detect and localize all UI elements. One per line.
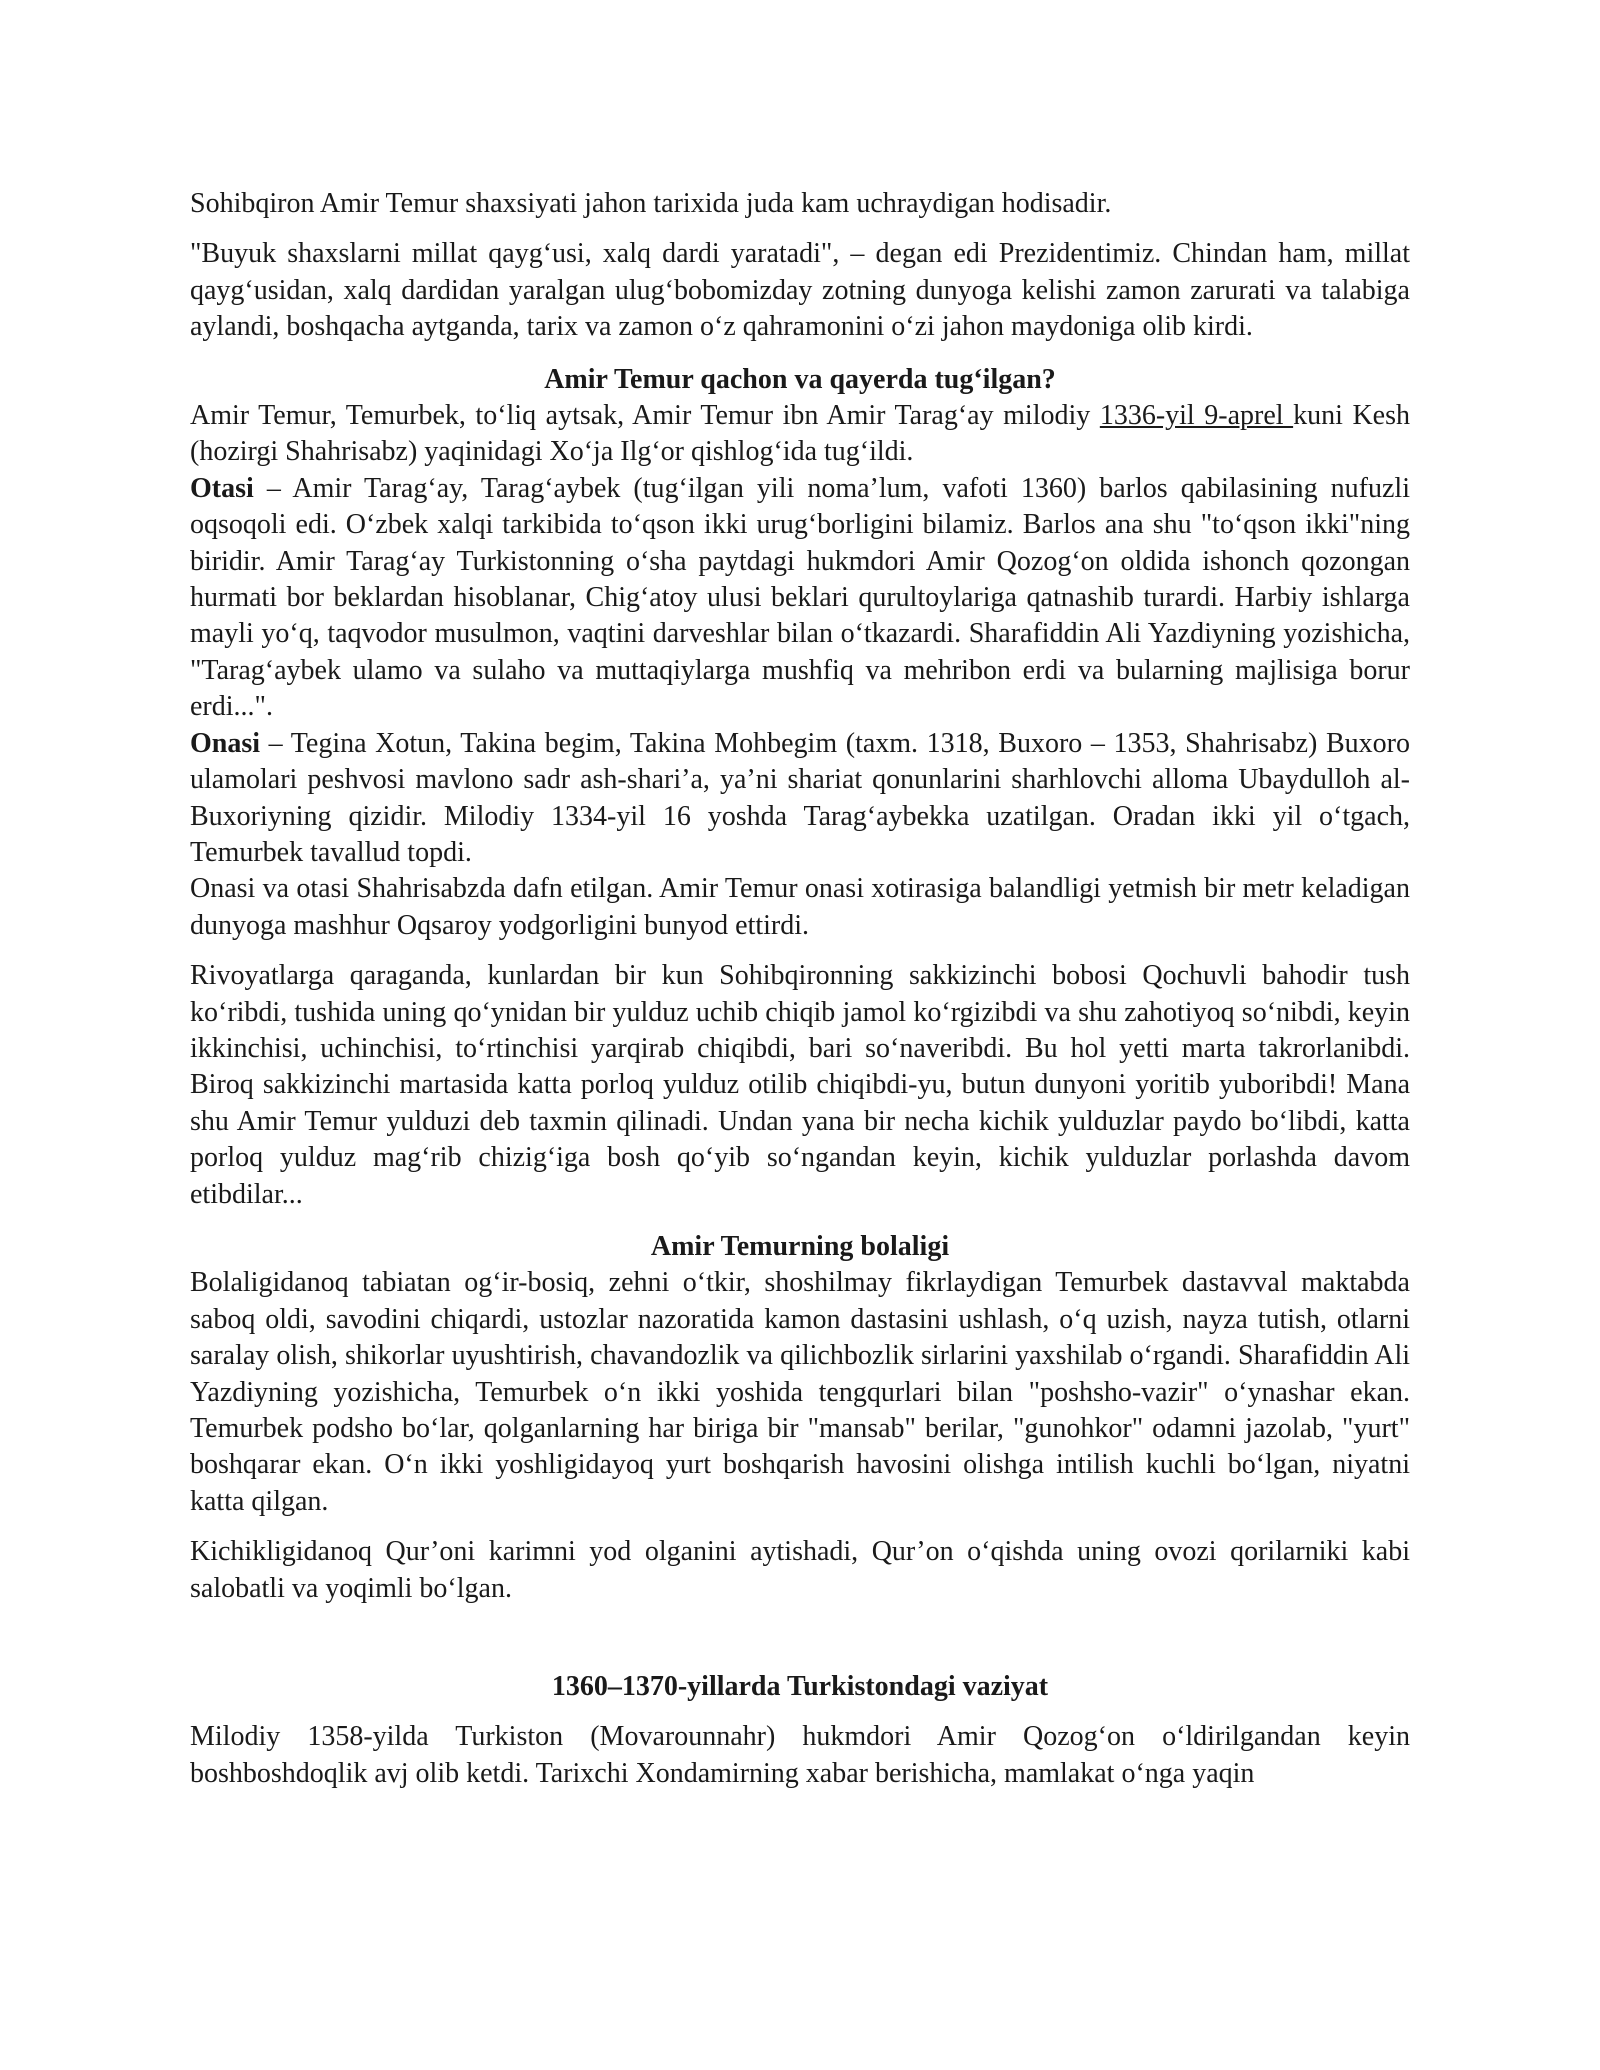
- quote-paragraph: "Buyuk shaxslarni millat qayg‘usi, xalq dardi yaratadi", – degan edi Prezidentimiz. Chindan ham, millat qayg‘usidan, xalq dardidan yaralgan ulug‘bobomizday zotning dunyoga kelishi zamon zarurati va talabiga aylandi, boshqacha aytganda, tarix va zamon o‘z qahramonini o‘zi jahon maydoniga olib kirdi.: [190, 238, 1410, 343]
- birth-text-after: kuni Kesh (hozirgi Shahrisabz) yaqinidagi Xo‘ja Ilg‘or qishlog‘ida tug‘ildi.: [190, 400, 1410, 468]
- mother-text: – Tegina Xotun, Takina begim, Takina Mohbegim (taxm. 1318, Buxoro – 1353, Shahrisabz) Buxoro ulamolari peshvosi mavlono sadr ash-shari’a, ya’ni shariat qonunlarini sharhlovchi alloma Ubaydulloh al-Buxoriyning qizidir. Milodiy 1334-yil 16 yoshda Tarag‘aybekka uzatilgan. Oradan ikki yil o‘tgach, Temurbek tavallud topdi.: [190, 727, 1410, 868]
- birth-paragraph: [190, 398, 1410, 471]
- birth-heading: Amir Temur qachon va qayerda tug‘ilgan?: [544, 363, 1056, 395]
- father-text: – Amir Tarag‘ay, Tarag‘aybek (tug‘ilgan yili noma’lum, vafoti 1360) barlos qabilasining nufuzli oqsoqoli edi. O‘zbek xalqi tarkibida to‘qson ikki urug‘borligini bilamiz. Barlos ana shu "to‘qson ikki"ning biridir. Amir Tarag‘ay Turkistonning o‘sha paytdagi hukmdori Amir Qozog‘on oldida ishonch qozongan hurmati bor beklardan hisoblanar, Chig‘atoy ulusi beklari qurultoylariga qatnashib turardi. Harbiy ishlarga mayli yo‘q, taqvodor musulmon, vaqtini darveshlar bilan o‘tkazardi. Sharafiddin Ali Yazdiyning yozishicha, "Tarag‘aybek ulamo va sulaho va muttaqiylarga mushfiq va mehribon erdi va bularning majlisiga borur erdi...".: [190, 472, 1410, 723]
- mother-paragraph: [190, 726, 1410, 872]
- document-page: [190, 186, 1410, 1792]
- parents-paragraph: Onasi va otasi Shahrisabzda dafn etilgan. Amir Temur onasi xotirasiga balandligi yetmish bir metr keladigan dunyoga mashhur Oqsaroy yodgorligini bunyod ettirdi.: [190, 873, 1410, 941]
- intro-paragraph: Sohibqiron Amir Temur shaxsiyati jahon tarixida juda kam uchraydigan hodisadir.: [190, 188, 1112, 219]
- childhood-heading: Amir Temurning bolaligi: [650, 1230, 950, 1262]
- legend-paragraph: Rivoyatlarga qaraganda, kunlardan bir kun Sohibqironning sakkizinchi bobosi Qochuvli bahodir tush ko‘ribdi, tushida uning qo‘ynidan bir yulduz uchib chiqib jamol ko‘rgizibdi va shu zahotiyoq so‘nibdi, keyin ikkinchisi, uchinchisi, to‘rtinchisi yarqirab chiqibdi, bari so‘naveribdi. Bu hol yetti marta takrorlanibdi. Biroq sakkizinchi martasida katta porloq yulduz otilib chiqibdi-yu, butun dunyoni yoritib yuboribdi! Mana shu Amir Temur yulduzi deb taxmin qilinadi. Undan yana bir necha kichik yulduzlar paydo bo‘libdi, katta porloq yulduz mag‘rib chizig‘iga bosh qo‘yib so‘ngandan keyin, kichik yulduzlar porlashda davom etibdilar...: [190, 960, 1410, 1210]
- quran-paragraph: Kichikligidanoq Qur’oni karimni yod olganini aytishadi, Qur’on o‘qishda uning ovozi qorilarniki kabi salobatli va yoqimli bo‘lgan.: [190, 1536, 1410, 1604]
- birth-date-link[interactable]: 1336-yil 9-aprel: [1099, 400, 1294, 432]
- childhood-paragraph: Bolaligidanoq tabiatan og‘ir-bosiq, zehni o‘tkir, shoshilmay fikrlaydigan Temurbek dastavval maktabda saboq oldi, savodini chiqardi, ustozlar nazoratida kamon dastasini ushlash, o‘q uzish, nayza tutish, otlarni saralay olish, shikorlar uyushtirish, chavandozlik va qilichbozlik sirlarini yaxshilab o‘rgandi. Sharafiddin Ali Yazdiyning yozishicha, Temurbek o‘n ikki yoshida tengqurlari bilan "poshsho-vazir" o‘ynashar ekan. Temurbek podsho bo‘lar, qolganlarning har biriga bir "mansab" berilar, "gunohkor" odamni jazolab, "yurt" boshqarar ekan. O‘n ikki yoshligidayoq yurt boshqarish havosini olishga intilish kuchli bo‘lgan, niyatni katta qilgan.: [190, 1267, 1410, 1517]
- mother-label: Onasi: [190, 727, 261, 759]
- situation-heading: 1360–1370-yillarda Turkistondagi vaziyat: [551, 1671, 1049, 1703]
- situation-paragraph: Milodiy 1358-yilda Turkiston (Movarounnahr) hukmdori Amir Qozog‘on o‘ldirilgandan keyin boshboshdoqlik avj olib ketdi. Tarixchi Xondamirning xabar berishicha, mamlakat o‘nga yaqin: [190, 1721, 1410, 1789]
- birth-text-before: Amir Temur, Temurbek, to‘liq aytsak, Amir Temur ibn Amir Tarag‘ay milodiy: [190, 400, 1100, 432]
- father-paragraph: [190, 471, 1410, 726]
- father-label: Otasi: [190, 472, 254, 504]
